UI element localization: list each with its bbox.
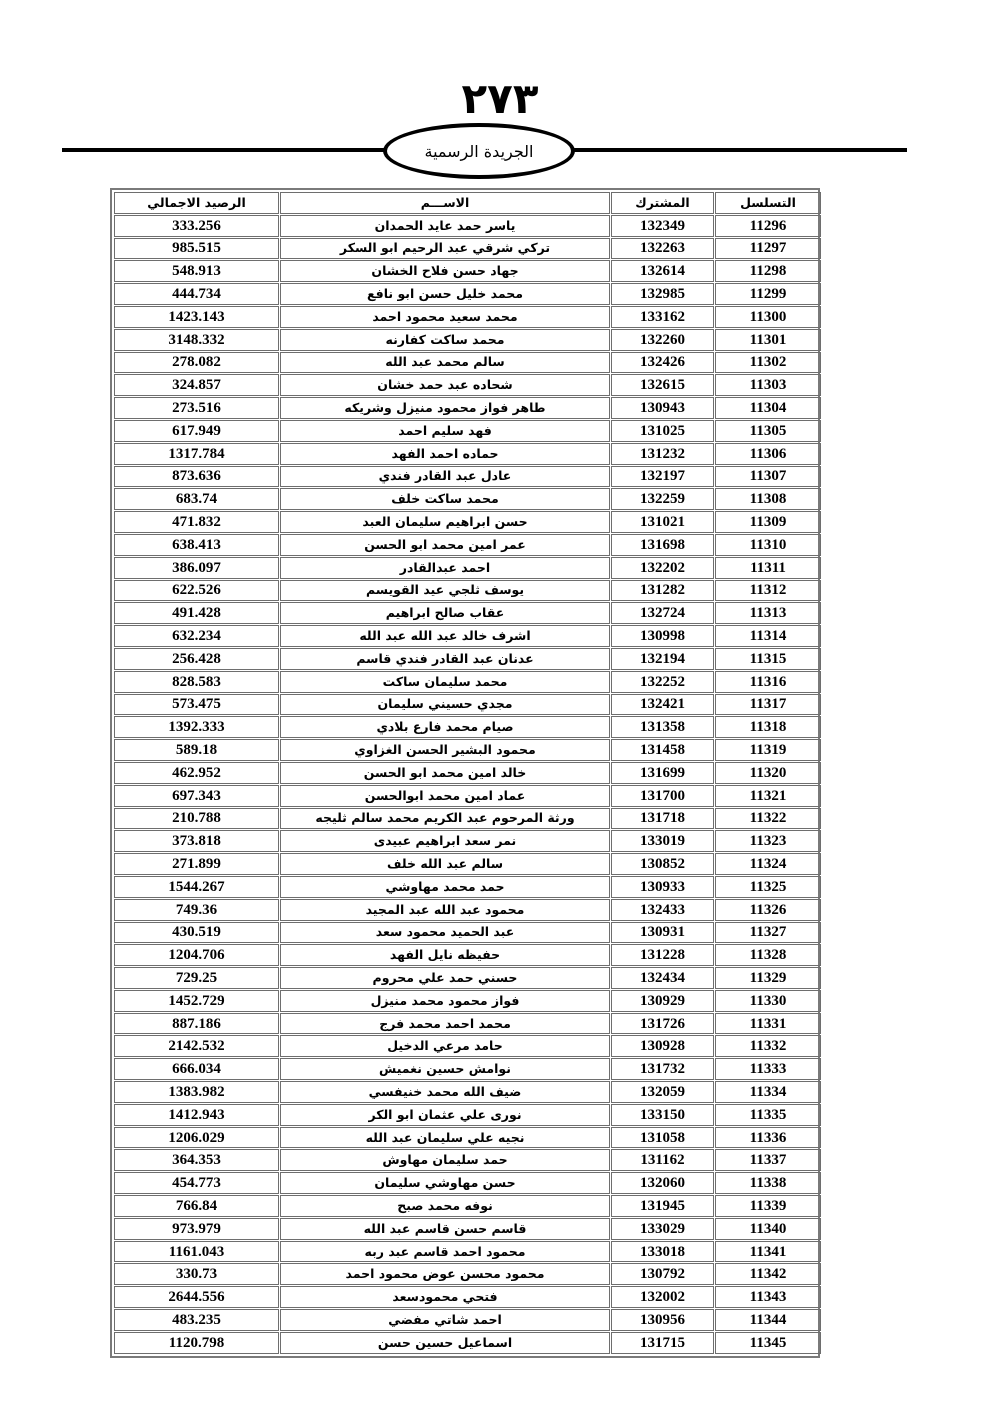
- cell-name: حامد مرعي الدخيل: [280, 1035, 610, 1057]
- cell-serial: 11319: [715, 739, 821, 761]
- cell-balance: 430.519: [114, 922, 279, 944]
- cell-name: نمر سعد ابراهيم عبيدى: [280, 830, 610, 852]
- cell-serial: 11297: [715, 238, 821, 260]
- table-row: [114, 694, 821, 716]
- masthead-ellipse: [383, 123, 575, 179]
- table-row: [114, 352, 821, 374]
- cell-serial: 11339: [715, 1195, 821, 1217]
- table-row: [114, 830, 821, 852]
- cell-balance: 617.949: [114, 420, 279, 442]
- table-row: [114, 215, 821, 237]
- cell-subscriber: 132263: [611, 238, 714, 260]
- cell-serial: 11334: [715, 1081, 821, 1103]
- cell-balance: 2142.532: [114, 1035, 279, 1057]
- cell-name: عدنان عبد القادر فندي قاسم: [280, 648, 610, 670]
- table-row: [114, 648, 821, 670]
- cell-balance: 1423.143: [114, 306, 279, 328]
- table-row: [114, 1013, 821, 1035]
- cell-serial: 11312: [715, 580, 821, 602]
- table-row: [114, 557, 821, 579]
- table-row: [114, 1241, 821, 1263]
- table-row: [114, 306, 821, 328]
- table-row: [114, 1127, 821, 1149]
- table-row: [114, 443, 821, 465]
- cell-name: ياسر حمد عايد الحمدان: [280, 215, 610, 237]
- table-row: [114, 922, 821, 944]
- cell-balance: 373.818: [114, 830, 279, 852]
- cell-serial: 11338: [715, 1172, 821, 1194]
- cell-serial: 11336: [715, 1127, 821, 1149]
- cell-name: ورثة المرحوم عبد الكريم محمد سالم ثليجه: [280, 808, 610, 830]
- cell-serial: 11342: [715, 1263, 821, 1285]
- cell-serial: 11345: [715, 1332, 821, 1354]
- cell-name: فهد سليم احمد: [280, 420, 610, 442]
- cell-serial: 11333: [715, 1058, 821, 1080]
- cell-balance: 887.186: [114, 1013, 279, 1035]
- cell-subscriber: 131698: [611, 534, 714, 556]
- cell-balance: 471.832: [114, 511, 279, 533]
- cell-balance: 749.36: [114, 899, 279, 921]
- table-row: [114, 1104, 821, 1126]
- cell-name: حسن مهاوشي سليمان: [280, 1172, 610, 1194]
- subscribers-table: [113, 191, 822, 1355]
- table-header-row: [114, 192, 821, 214]
- cell-subscriber: 132059: [611, 1081, 714, 1103]
- cell-name: يوسف ثلجي عيد القويسم: [280, 580, 610, 602]
- table-row: [114, 329, 821, 351]
- cell-subscriber: 131232: [611, 443, 714, 465]
- cell-balance: 1206.029: [114, 1127, 279, 1149]
- cell-subscriber: 130933: [611, 876, 714, 898]
- table-row: [114, 488, 821, 510]
- table-row: [114, 1081, 821, 1103]
- cell-serial: 11313: [715, 602, 821, 624]
- cell-balance: 1452.729: [114, 990, 279, 1012]
- cell-balance: 666.034: [114, 1058, 279, 1080]
- cell-name: محمود البشير الحسن الغزاوي: [280, 739, 610, 761]
- cell-serial: 11296: [715, 215, 821, 237]
- cell-serial: 11300: [715, 306, 821, 328]
- cell-subscriber: 131732: [611, 1058, 714, 1080]
- table-row: [114, 1286, 821, 1308]
- cell-balance: 1412.943: [114, 1104, 279, 1126]
- table-row: [114, 1035, 821, 1057]
- page-number: ٢٧٣: [461, 74, 539, 123]
- cell-serial: 11331: [715, 1013, 821, 1035]
- cell-serial: 11306: [715, 443, 821, 465]
- table-row: [114, 283, 821, 305]
- table-row: [114, 1332, 821, 1354]
- cell-name: نورى علي عثمان ابو الكر: [280, 1104, 610, 1126]
- cell-balance: 271.899: [114, 853, 279, 875]
- table-row: [114, 853, 821, 875]
- cell-balance: 462.952: [114, 762, 279, 784]
- column-header-serial: التسلسل: [715, 192, 821, 214]
- cell-name: اشرف خالد عبد الله عبد الله: [280, 625, 610, 647]
- cell-balance: 330.73: [114, 1263, 279, 1285]
- cell-name: عبد الحميد محمود سعد: [280, 922, 610, 944]
- table-row: [114, 785, 821, 807]
- column-header-balance: الرصيد الاجمالي: [114, 192, 279, 214]
- table-row: [114, 1218, 821, 1240]
- cell-balance: 2644.556: [114, 1286, 279, 1308]
- table-row: [114, 534, 821, 556]
- table-row: [114, 716, 821, 738]
- cell-subscriber: 132985: [611, 283, 714, 305]
- cell-subscriber: 130792: [611, 1263, 714, 1285]
- cell-balance: 324.857: [114, 374, 279, 396]
- cell-serial: 11332: [715, 1035, 821, 1057]
- cell-serial: 11330: [715, 990, 821, 1012]
- column-header-subscriber: المشترك: [611, 192, 714, 214]
- cell-subscriber: 133019: [611, 830, 714, 852]
- cell-balance: 1120.798: [114, 1332, 279, 1354]
- cell-name: حسن ابراهيم سليمان العبد: [280, 511, 610, 533]
- cell-subscriber: 132426: [611, 352, 714, 374]
- cell-balance: 386.097: [114, 557, 279, 579]
- cell-subscriber: 132197: [611, 466, 714, 488]
- cell-subscriber: 133150: [611, 1104, 714, 1126]
- cell-name: سالم محمد عبد الله: [280, 352, 610, 374]
- cell-serial: 11327: [715, 922, 821, 944]
- cell-subscriber: 131025: [611, 420, 714, 442]
- cell-balance: 454.773: [114, 1172, 279, 1194]
- cell-balance: 3148.332: [114, 329, 279, 351]
- cell-balance: 1392.333: [114, 716, 279, 738]
- cell-name: محمد خليل حسن ابو نافع: [280, 283, 610, 305]
- cell-name: سالم عبد الله خلف: [280, 853, 610, 875]
- cell-subscriber: 132349: [611, 215, 714, 237]
- cell-serial: 11322: [715, 808, 821, 830]
- cell-subscriber: 132260: [611, 329, 714, 351]
- cell-serial: 11298: [715, 260, 821, 282]
- cell-name: محمود احمد قاسم عبد ربه: [280, 1241, 610, 1263]
- cell-balance: 973.979: [114, 1218, 279, 1240]
- cell-subscriber: 131700: [611, 785, 714, 807]
- cell-subscriber: 131228: [611, 944, 714, 966]
- table-row: [114, 990, 821, 1012]
- cell-name: محمد ساكت خلف: [280, 488, 610, 510]
- cell-name: نوامش حسين نغميش: [280, 1058, 610, 1080]
- table-row: [114, 420, 821, 442]
- cell-serial: 11310: [715, 534, 821, 556]
- cell-serial: 11308: [715, 488, 821, 510]
- table-row: [114, 466, 821, 488]
- cell-subscriber: 132724: [611, 602, 714, 624]
- cell-name: محمود عبد الله عبد المجيد: [280, 899, 610, 921]
- cell-name: حسني حمد علي محروم: [280, 967, 610, 989]
- cell-name: قاسم حسن قاسم عبد الله: [280, 1218, 610, 1240]
- cell-serial: 11323: [715, 830, 821, 852]
- cell-serial: 11301: [715, 329, 821, 351]
- table-row: [114, 1172, 821, 1194]
- cell-serial: 11341: [715, 1241, 821, 1263]
- cell-balance: 697.343: [114, 785, 279, 807]
- table-row: [114, 260, 821, 282]
- cell-name: نجيه علي سليمان عبد الله: [280, 1127, 610, 1149]
- table-row: [114, 899, 821, 921]
- cell-name: اسماعيل حسين حسن: [280, 1332, 610, 1354]
- table-row: [114, 511, 821, 533]
- cell-serial: 11344: [715, 1309, 821, 1331]
- cell-subscriber: 131282: [611, 580, 714, 602]
- cell-subscriber: 132434: [611, 967, 714, 989]
- cell-subscriber: 133018: [611, 1241, 714, 1263]
- table-row: [114, 374, 821, 396]
- cell-balance: 1383.982: [114, 1081, 279, 1103]
- publication-title: الجريدة الرسمية: [424, 141, 534, 161]
- cell-subscriber: 132614: [611, 260, 714, 282]
- cell-serial: 11343: [715, 1286, 821, 1308]
- header-rule-right: [570, 148, 907, 152]
- cell-name: ضيف الله محمد خنيفسي: [280, 1081, 610, 1103]
- cell-name: تركي شرقي عبد الرحيم ابو السكر: [280, 238, 610, 260]
- cell-subscriber: 132002: [611, 1286, 714, 1308]
- cell-subscriber: 131162: [611, 1149, 714, 1171]
- cell-subscriber: 131699: [611, 762, 714, 784]
- cell-subscriber: 131726: [611, 1013, 714, 1035]
- cell-subscriber: 131358: [611, 716, 714, 738]
- cell-serial: 11324: [715, 853, 821, 875]
- cell-subscriber: 132252: [611, 671, 714, 693]
- cell-serial: 11318: [715, 716, 821, 738]
- cell-balance: 1204.706: [114, 944, 279, 966]
- cell-subscriber: 133162: [611, 306, 714, 328]
- cell-serial: 11317: [715, 694, 821, 716]
- cell-serial: 11325: [715, 876, 821, 898]
- cell-name: محمد سليمان ساكت: [280, 671, 610, 693]
- table-row: [114, 1149, 821, 1171]
- cell-serial: 11314: [715, 625, 821, 647]
- cell-subscriber: 131718: [611, 808, 714, 830]
- cell-balance: 210.788: [114, 808, 279, 830]
- cell-name: محمد ساكت كفارنه: [280, 329, 610, 351]
- cell-balance: 1161.043: [114, 1241, 279, 1263]
- cell-name: احمد عبدالقادر: [280, 557, 610, 579]
- cell-balance: 483.235: [114, 1309, 279, 1331]
- cell-balance: 1317.784: [114, 443, 279, 465]
- table-row: [114, 625, 821, 647]
- table-row: [114, 602, 821, 624]
- cell-balance: 491.428: [114, 602, 279, 624]
- cell-serial: 11329: [715, 967, 821, 989]
- cell-balance: 828.583: [114, 671, 279, 693]
- table-row: [114, 739, 821, 761]
- cell-serial: 11307: [715, 466, 821, 488]
- table-row: [114, 1309, 821, 1331]
- cell-balance: 573.475: [114, 694, 279, 716]
- cell-serial: 11299: [715, 283, 821, 305]
- header-rule-left: [62, 148, 390, 152]
- table-row: [114, 967, 821, 989]
- cell-serial: 11303: [715, 374, 821, 396]
- table-row: [114, 762, 821, 784]
- cell-name: جهاد حسن فلاح الخشان: [280, 260, 610, 282]
- cell-serial: 11302: [715, 352, 821, 374]
- cell-name: عادل عبد القادر فندي: [280, 466, 610, 488]
- cell-serial: 11337: [715, 1149, 821, 1171]
- cell-name: نوفه محمد صبح: [280, 1195, 610, 1217]
- cell-name: حماده احمد الفهد: [280, 443, 610, 465]
- cell-serial: 11328: [715, 944, 821, 966]
- cell-name: مجدي حسيني سليمان: [280, 694, 610, 716]
- table-row: [114, 1195, 821, 1217]
- cell-subscriber: 132194: [611, 648, 714, 670]
- cell-name: عماد امين محمد ابوالحسن: [280, 785, 610, 807]
- cell-subscriber: 132060: [611, 1172, 714, 1194]
- cell-subscriber: 132433: [611, 899, 714, 921]
- cell-balance: 622.526: [114, 580, 279, 602]
- cell-subscriber: 132615: [611, 374, 714, 396]
- cell-serial: 11315: [715, 648, 821, 670]
- cell-balance: 638.413: [114, 534, 279, 556]
- cell-subscriber: 132259: [611, 488, 714, 510]
- cell-balance: 273.516: [114, 397, 279, 419]
- cell-name: عمر امين محمد ابو الحسن: [280, 534, 610, 556]
- cell-subscriber: 131058: [611, 1127, 714, 1149]
- cell-balance: 333.256: [114, 215, 279, 237]
- cell-subscriber: 130852: [611, 853, 714, 875]
- cell-name: خالد امين محمد ابو الحسن: [280, 762, 610, 784]
- cell-name: فواز محمود محمد منيزل: [280, 990, 610, 1012]
- cell-balance: 683.74: [114, 488, 279, 510]
- subscribers-table-frame: [110, 188, 820, 1358]
- table-row: [114, 397, 821, 419]
- cell-balance: 589.18: [114, 739, 279, 761]
- cell-subscriber: 131945: [611, 1195, 714, 1217]
- table-row: [114, 808, 821, 830]
- cell-name: حمد سليمان مهاوش: [280, 1149, 610, 1171]
- cell-subscriber: 132202: [611, 557, 714, 579]
- cell-subscriber: 131715: [611, 1332, 714, 1354]
- cell-name: حفيظه نايل الفهد: [280, 944, 610, 966]
- cell-serial: 11321: [715, 785, 821, 807]
- cell-subscriber: 130943: [611, 397, 714, 419]
- cell-subscriber: 130931: [611, 922, 714, 944]
- cell-balance: 766.84: [114, 1195, 279, 1217]
- table-body: [114, 215, 821, 1354]
- table-row: [114, 1263, 821, 1285]
- cell-subscriber: 132421: [611, 694, 714, 716]
- cell-serial: 11340: [715, 1218, 821, 1240]
- column-header-name: الاســـم: [280, 192, 610, 214]
- cell-balance: 444.734: [114, 283, 279, 305]
- cell-subscriber: 131458: [611, 739, 714, 761]
- cell-balance: 364.353: [114, 1149, 279, 1171]
- table-row: [114, 671, 821, 693]
- cell-balance: 278.082: [114, 352, 279, 374]
- cell-serial: 11320: [715, 762, 821, 784]
- cell-serial: 11326: [715, 899, 821, 921]
- table-row: [114, 238, 821, 260]
- cell-subscriber: 130929: [611, 990, 714, 1012]
- cell-subscriber: 130928: [611, 1035, 714, 1057]
- cell-serial: 11335: [715, 1104, 821, 1126]
- cell-subscriber: 130956: [611, 1309, 714, 1331]
- cell-subscriber: 133029: [611, 1218, 714, 1240]
- cell-name: محمد احمد محمد فرج: [280, 1013, 610, 1035]
- cell-serial: 11304: [715, 397, 821, 419]
- cell-name: شحاده عبد حمد خشان: [280, 374, 610, 396]
- cell-balance: 548.913: [114, 260, 279, 282]
- cell-name: عقاب صالح ابراهيم: [280, 602, 610, 624]
- cell-name: محمد سعيد محمود احمد: [280, 306, 610, 328]
- cell-balance: 1544.267: [114, 876, 279, 898]
- cell-serial: 11309: [715, 511, 821, 533]
- cell-balance: 985.515: [114, 238, 279, 260]
- cell-serial: 11311: [715, 557, 821, 579]
- table-row: [114, 580, 821, 602]
- cell-serial: 11316: [715, 671, 821, 693]
- cell-name: حمد محمد مهاوشي: [280, 876, 610, 898]
- cell-serial: 11305: [715, 420, 821, 442]
- cell-name: محمود محسن عوض محمود احمد: [280, 1263, 610, 1285]
- cell-name: طاهر فواز محمود منيزل وشريكه: [280, 397, 610, 419]
- cell-balance: 632.234: [114, 625, 279, 647]
- cell-balance: 729.25: [114, 967, 279, 989]
- cell-name: احمد شاتي مفضي: [280, 1309, 610, 1331]
- table-row: [114, 1058, 821, 1080]
- cell-balance: 873.636: [114, 466, 279, 488]
- cell-balance: 256.428: [114, 648, 279, 670]
- cell-name: صيام محمد فارع بلادي: [280, 716, 610, 738]
- cell-subscriber: 130998: [611, 625, 714, 647]
- table-row: [114, 944, 821, 966]
- cell-name: فتحي محمودسعد: [280, 1286, 610, 1308]
- cell-subscriber: 131021: [611, 511, 714, 533]
- table-row: [114, 876, 821, 898]
